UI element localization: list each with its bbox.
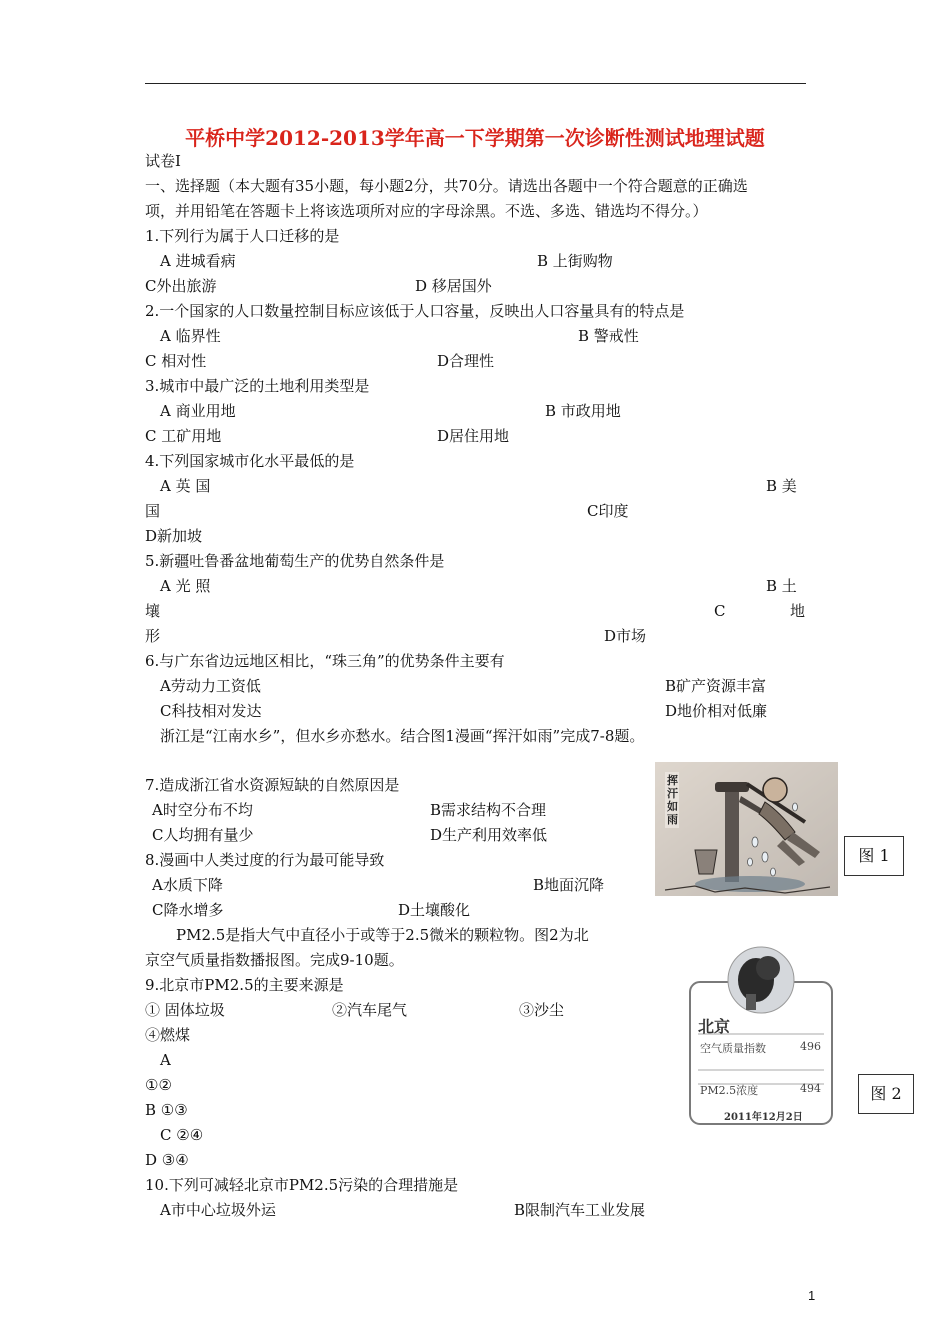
text-line: D ③④ (145, 1151, 189, 1169)
text-line: 5.新疆吐鲁番盆地葡萄生产的优势自然条件是 (145, 552, 445, 570)
text-line: 壤 (145, 602, 161, 620)
text-line: 项，并用铅笔在答题卡上将该选项所对应的字母涂黑。不选、多选、错选均不得分。） (145, 202, 708, 220)
text-line: A 进城看病 (160, 252, 236, 270)
text-line: D生产利用效率低 (430, 826, 548, 844)
text-line: A (160, 1051, 171, 1069)
text-line: D新加坡 (145, 527, 203, 545)
text-line: 6.与广东省边远地区相比，“珠三角”的优势条件主要有 (145, 652, 505, 670)
text-line: B 美 (766, 477, 797, 495)
text-line: B 警戒性 (578, 327, 639, 345)
text-line: C印度 (587, 502, 629, 520)
text-line: C 相对性 (145, 352, 207, 370)
text-line: ①② (145, 1076, 172, 1094)
text-line: 10.下列可减轻北京市PM2.5污染的合理措施是 (145, 1176, 459, 1194)
figure1-label: 图 1 (844, 836, 904, 876)
aqi-index-value: 496 (800, 1040, 821, 1053)
text-line: 京空气质量指数播报图。完成9-10题。 (145, 951, 404, 969)
text-line: 地 (790, 602, 806, 620)
text-line: ④燃煤 (145, 1026, 191, 1044)
pm25-value: 494 (800, 1082, 821, 1095)
text-line: B限制汽车工业发展 (514, 1201, 646, 1219)
text-line: PM2.5是指大气中直径小于或等于2.5微米的颗粒物。图2为北 (176, 926, 589, 944)
text-line: A 英 国 (160, 477, 211, 495)
aqi-date: 2011年12月2日 (724, 1112, 803, 1123)
text-line: B矿产资源丰富 (665, 677, 767, 695)
text-line: A水质下降 (152, 876, 223, 894)
text-line: 3.城市中最广泛的土地利用类型是 (145, 377, 370, 395)
text-line: A市中心垃圾外运 (160, 1201, 276, 1219)
text-line: D居住用地 (437, 427, 510, 445)
text-line: B 土 (766, 577, 797, 595)
aqi-city: 北京 (698, 1017, 731, 1036)
figure2-aqi-card (688, 946, 834, 1126)
text-line: 4.下列国家城市化水平最低的是 (145, 452, 355, 470)
figure1-cartoon (655, 762, 838, 896)
text-line: 7.造成浙江省水资源短缺的自然原因是 (145, 776, 400, 794)
text-line: C降水增多 (152, 901, 224, 919)
text-line: 形 (145, 627, 161, 645)
text-line: D 移居国外 (415, 277, 492, 295)
text-line: 国 (145, 502, 161, 520)
text-line: 9.北京市PM2.5的主要来源是 (145, 976, 344, 994)
text-line: C人均拥有量少 (152, 826, 254, 844)
figure2-label: 图 2 (858, 1074, 914, 1114)
text-line: 1.下列行为属于人口迁移的是 (145, 227, 340, 245)
text-line: C ②④ (160, 1126, 204, 1144)
text-line: B地面沉降 (533, 876, 605, 894)
text-line: B ①③ (145, 1101, 188, 1119)
page-number: 1 (808, 1288, 816, 1303)
text-line: 试卷I (145, 152, 181, 170)
aqi-index-label: 空气质量指数 (700, 1042, 766, 1055)
text-line: C科技相对发达 (160, 702, 262, 720)
text-line: B 市政用地 (545, 402, 621, 420)
text-line: C (714, 602, 726, 620)
text-line: D地价相对低廉 (665, 702, 768, 720)
text-line: A 光 照 (160, 577, 211, 595)
text-line: ②汽车尾气 (332, 1001, 408, 1019)
text-line: 一、选择题（本大题有35小题，每小题2分，共70分。请选出各题中一个符合题意的正确选 (145, 177, 748, 195)
text-line: C 工矿用地 (145, 427, 222, 445)
text-line: ① 固体垃圾 (145, 1001, 225, 1019)
text-line: C外出旅游 (145, 277, 217, 295)
pm25-label: PM2.5浓度 (700, 1084, 759, 1097)
header-rule (145, 83, 806, 84)
page-title: 平桥中学2012-2013学年高一下学期第一次诊断性测试地理试题 (185, 126, 765, 150)
text-line: B 上街购物 (537, 252, 613, 270)
text-line: D合理性 (437, 352, 495, 370)
figure1-caption: 挥汗如雨 (667, 774, 678, 826)
text-line: 2.一个国家的人口数量控制目标应该低于人口容量，反映出人口容量具有的特点是 (145, 302, 685, 320)
text-line: A 临界性 (160, 327, 221, 345)
text-line: B需求结构不合理 (430, 801, 547, 819)
text-line: D市场 (604, 627, 647, 645)
text-line: ③沙尘 (519, 1001, 565, 1019)
text-line: A劳动力工资低 (160, 677, 261, 695)
text-line: 8.漫画中人类过度的行为最可能导致 (145, 851, 385, 869)
text-line: 浙江是“江南水乡”，但水乡亦愁水。结合图1漫画“挥汗如雨”完成7-8题。 (160, 727, 645, 745)
text-line: D土壤酸化 (398, 901, 471, 919)
text-line: A时空分布不均 (152, 801, 253, 819)
text-line: A 商业用地 (160, 402, 236, 420)
